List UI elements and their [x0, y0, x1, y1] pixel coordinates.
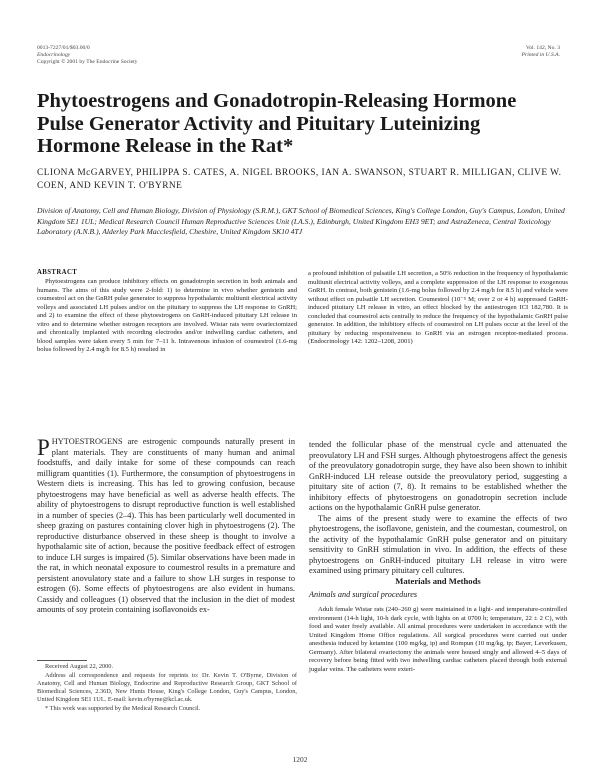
affiliations: Division of Anatomy, Cell and Human Biology, Division of Physiology (S.R.M.), GKT School of Biomedical Sciences, King's College London, Guy's Campus, London, United Kingdom SE1 1UL; Medical Research Council Human Reproductive Sciences Unit (I.A.S.), Edinburgh, United Kingdom EH3 9ET; and AstraZeneca, Central Toxicology Laboratory (A.N.B.), Alderley Park Macclesfield, Cheshire, United Kingdom SK10 4TJ — [37, 206, 565, 236]
author-list: CLIONA McGARVEY, PHILIPPA S. CATES, A. NIGEL BROOKS, IAN A. SWANSON, STUART R. MILLIGAN, CLIVE W. COEN, AND KEVIN T. O'BYRNE — [37, 168, 562, 191]
copyright-line: Copyright © 2001 by The Endocrine Society — [37, 59, 138, 66]
running-header-left — [37, 45, 137, 67]
abstract-text-right: a profound inhibition of pulsatile LH secretion, a 50% reduction in the frequency of hypothalamic multiunit electrical activity volleys, and a complete suppression of the LH response to exogenous GnRH. In contrast, both genistein (1.6-mg bolus followed by 2.4 mg/h for 8.5 h) and vehicle were without effect on pulsatile LH secretion. Coumestrol (10⁻⁵ M; over 2 or 4 h) suppressed GnRH-induced pituitary LH release in vitro, an effect blocked by the antiestrogen ICI 182,780. It is concluded that coumestrol acts centrally to reduce the frequency of the hypothalamic GnRH pulse generator. In addition, the inhibitory effects of coumestrol on LH pulses occur at the level of the pituitary by reducing responsiveness to GnRH via an estrogen receptor-mediated process. (Endocrinology 142: 1202–1208, 2001) — [308, 270, 568, 345]
intro-paragraph: HYTOESTROGENS are estrogenic compounds naturally present in plant materials. They are constituents of many human and animal foodstuffs, and daily intake for some of these compounds can reach milligram quantities (1). Furthermore, the consumption of phytoestrogens in Western diets is increasing. This has led to growing confusion, because phytoestrogens may have beneficial as well as adverse health effects. The ability of phytoestrogens to disrupt reproductive function is well established in a number of species (2–4). This has been particularly well documented in sheep grazing on pastures containing clover high in phytoestrogens (2). The reproductive disturbance observed in these sheep is thought to involve a hypothalamic site of action, because the positive feedback effect of estrogen to induce LH surges is impaired (5). Similar observations have been made in the rat, in which neonatal exposure to coumestrol results in a premature and persistent anovulatory state and a failure to show LH surges in response to estrogen (6). Some effects of phytoestrogens are also evident in humans. Cassidy and colleagues (1) observed that the inclusion in the diet of modest amounts of soy protein containing isoflavonoids ex- — [37, 437, 295, 614]
running-header-right — [522, 45, 560, 59]
article-title: Phytoestrogens and Gonadotropin-Releasing Hormone Pulse Generator Activity and Pituitary Luteinizing Hormone Release in the Rat* — [37, 90, 517, 157]
methods-paragraph: Adult female Wistar rats (240–260 g) were maintained in a light- and temperature-controlled environment (14-h light, 10-h dark cycle, with lights on at 0700 h; temperature, 22 ± 2 C), with food and water freely available. All animal procedures were undertaken in accordance with the United Kingdom Home Office regulations. All surgical procedures were carried out under anesthesia induced by ketamine (100 mg/kg, ip) and Rompun (10 mg/kg, ip; Bayer, Leverkusen, Germany). After bilateral ovariectomy the animals were housed singly and allowed 4–5 days of recovery before being fitted with two indwelling cardiac catheters placed through both external jugular veins. The catheters were exteri- — [309, 606, 567, 673]
footnote-divider — [37, 660, 87, 661]
aims-paragraph: The aims of the present study were to examine the effects of two phytoestrogens, the isoflavone, genistein, and the coumestan, coumestrol, on the activity of the hypothalamic GnRH pulse generator and on pituitary sensitivity to GnRH stimulation in vivo. In addition, the effects of these phytoestrogens on GnRH-induced pituitary LH release in vitro were examined using primary pituitary cell cultures. — [309, 513, 567, 575]
drop-cap: P — [37, 435, 50, 460]
section-heading: Materials and Methods — [395, 576, 481, 586]
body-column-right — [309, 440, 567, 577]
page-number: 1202 — [292, 755, 308, 764]
footnotes — [37, 663, 297, 714]
funding-note: * This work was supported by the Medical Research Council. — [45, 705, 201, 712]
intro-paragraph-continued: tended the follicular phase of the menstrual cycle and attenuated the preovulatory LH and FSH surges. Although phytoestrogens affect the genesis of the preovulatory gonadotropin surge, they have also been shown to inhibit GnRH-induced LH release outside the preovulatory period, suggesting a pituitary site of action (7, 8). It remains to be established whether the inhibitory effects of phytoestrogens on gonadotropin secretion include actions on the hypothalamic GnRH pulse generator. — [309, 440, 567, 512]
body-column-left — [37, 437, 295, 616]
printed-line: Printed in U.S.A. — [521, 52, 560, 59]
received-date: Received August 22, 2000. — [45, 663, 114, 670]
journal-name: Endocrinology — [37, 52, 71, 59]
volume-line: Vol. 142, No. 3 — [525, 45, 560, 51]
abstract-text-left: Phytoestrogens can produce inhibitory effects on gonadotropin secretion in both animals and humans. The aims of this study were 2-fold: 1) to determine in vivo whether genistein and coumestrol act on the GnRH pulse generator to suppress hypothalamic multiunit electrical activity volleys and associated LH pulses and/or on the pituitary to suppress the LH response to GnRH; and 2) to examine the effect of these phytoestrogens on GnRH-induced pituitary LH release in vitro and to determine whether estrogen receptors are involved. Wistar rats were ovariectomized and chronically implanted with recording electrodes and/or indwelling cardiac catheters, and blood samples were taken every 5 min for 7–11 h. Intravenous infusion of coumestrol (1.6-mg bolus followed by 2.4 mg/h for 8.5 h) resulted in — [37, 278, 297, 353]
subsection-heading: Animals and surgical procedures — [309, 590, 418, 599]
correspondence-note: Address all correspondence and requests for reprints to: Dr. Kevin T. O'Byrne, Division of Anatomy, Cell and Human Biology, Endocrine and Reproductive Research Group, GKT School of Biomedical Sciences, 2.36D, New Hunts House, King's College London, Guy's Campus, London, United Kingdom SE1 1UL. E-mail: kevin.o'byrne@kcl.ac.uk. — [37, 672, 297, 703]
issn-line: 0013-7227/01/$03.00/0 — [37, 45, 90, 51]
abstract-heading: ABSTRACT — [37, 269, 78, 276]
